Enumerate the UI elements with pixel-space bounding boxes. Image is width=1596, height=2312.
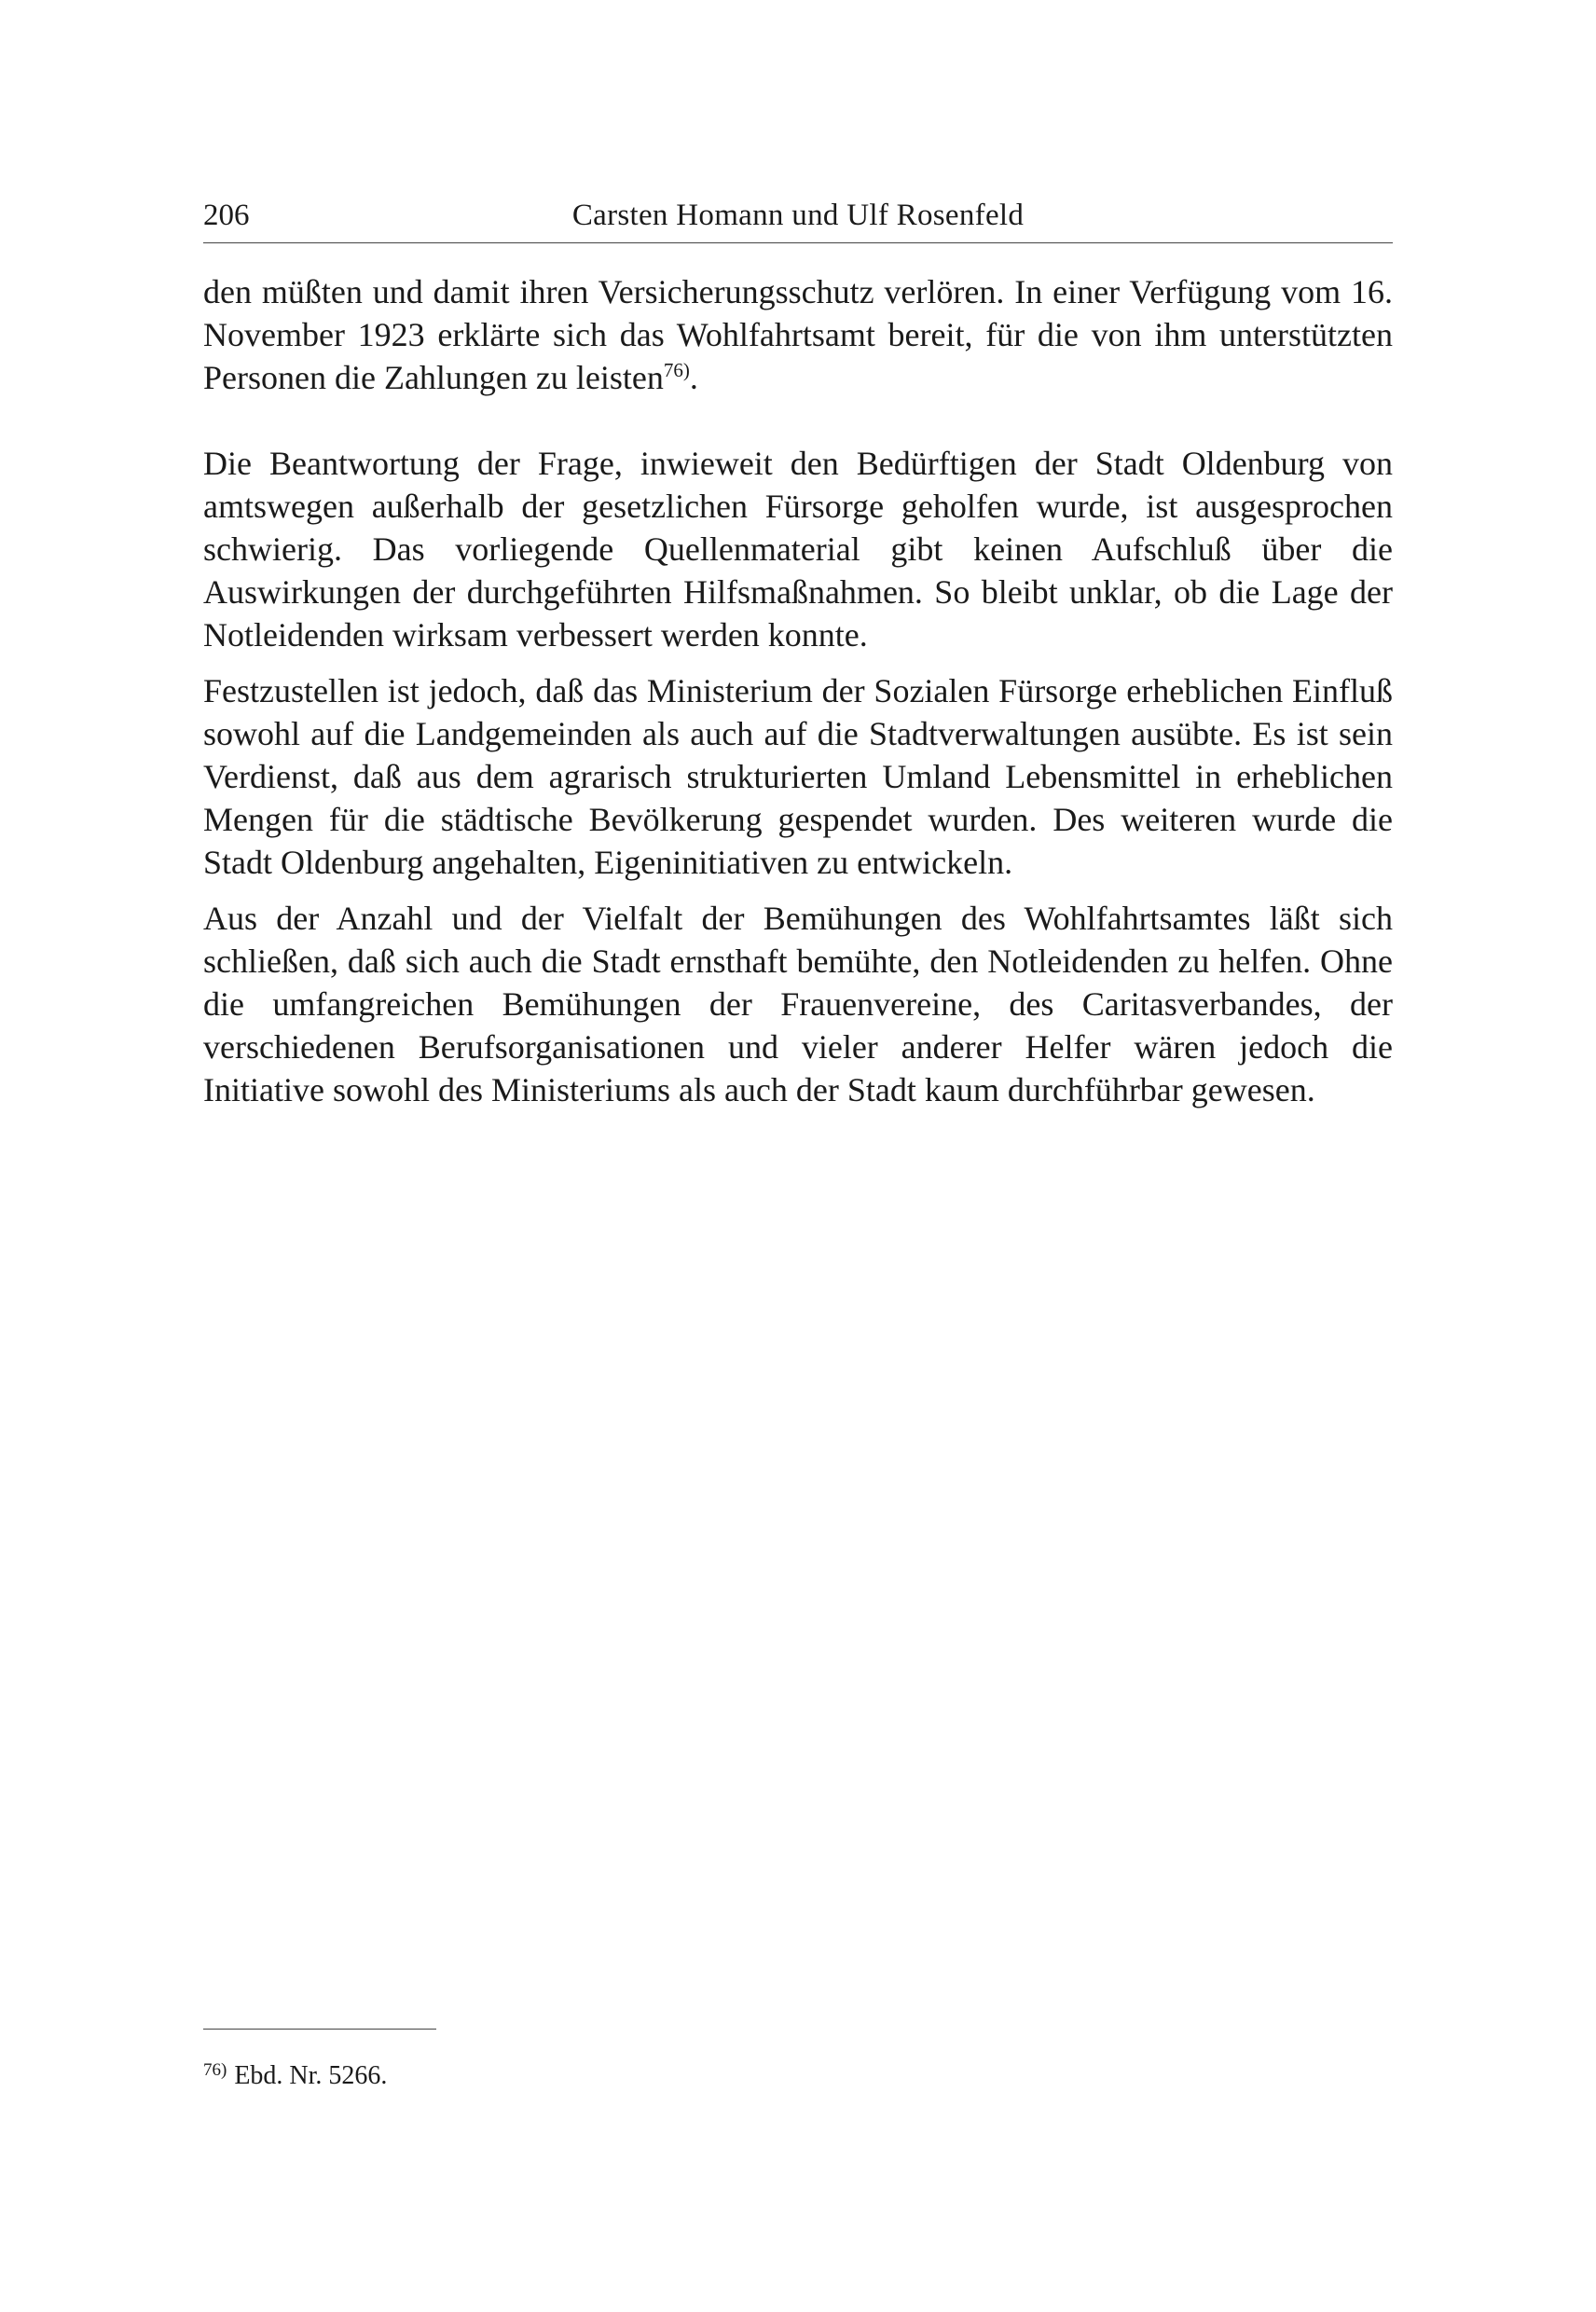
paragraph-1 [203, 270, 1393, 399]
paragraph-4: Aus der Anzahl und der Vielfalt der Bemühungen des Wohlfahrtsamtes läßt sich schließen, daß sich auch die Stadt ernsthaft bemühte, den Notleidenden zu helfen. Ohne die umfangreichen Bemühungen der Frauenvereine, des Caritasverbandes, der verschiedenen Berufsorganisationen und vieler anderer Helfer wären jedoch die Initiative sowohl des Ministeriums als auch der Stadt kaum durchführbar gewesen. [203, 900, 1393, 1108]
footnote-text: Ebd. Nr. 5266. [234, 2061, 388, 2090]
paragraph-1-text-end: . [689, 359, 698, 396]
footnote [203, 2058, 387, 2094]
paragraph-1-text: den müßten und damit ihren Versicherungsschutz verlören. In einer Verfügung vom 16. November 1923 erklärte sich das Wohlfahrtsamt bereit, für die von ihm unterstützten Personen die Zahlungen zu leisten [203, 273, 1393, 396]
page-number: 206 [203, 199, 250, 232]
footnote-mark: 76) [203, 2060, 227, 2080]
running-title: Carsten Homann und Ulf Rosenfeld [571, 199, 1025, 232]
footnote-reference: 76) [663, 359, 690, 381]
body-text [203, 270, 1393, 1111]
paragraph-2: Die Beantwortung der Frage, inwieweit den Bedürftigen der Stadt Oldenburg von amtswegen außerhalb der gesetzlichen Fürsorge geholfen wurde, ist ausgesprochen schwierig. Das vorliegende Quellenmaterial gibt keinen Aufschluß über die Auswirkungen der durchgeführten Hilfsmaßnahmen. So bleibt unklar, ob die Lage der Notleidenden wirksam verbessert werden konnte. [203, 445, 1393, 654]
header-divider [203, 242, 1393, 243]
footnote-divider [203, 2029, 436, 2030]
paragraph-3: Festzustellen ist jedoch, daß das Ministerium der Sozialen Fürsorge erheblichen Einfluß sowohl auf die Landgemeinden als auch auf die Stadtverwaltungen ausübte. Es ist sein Verdienst, daß aus dem agrarisch strukturierten Umland Lebensmittel in erheblichen Mengen für die städtische Bevölkerung gespendet wurden. Des weiteren wurde die Stadt Oldenburg angehalten, Eigeninitiativen zu entwickeln. [203, 672, 1393, 881]
running-head [203, 192, 1393, 239]
